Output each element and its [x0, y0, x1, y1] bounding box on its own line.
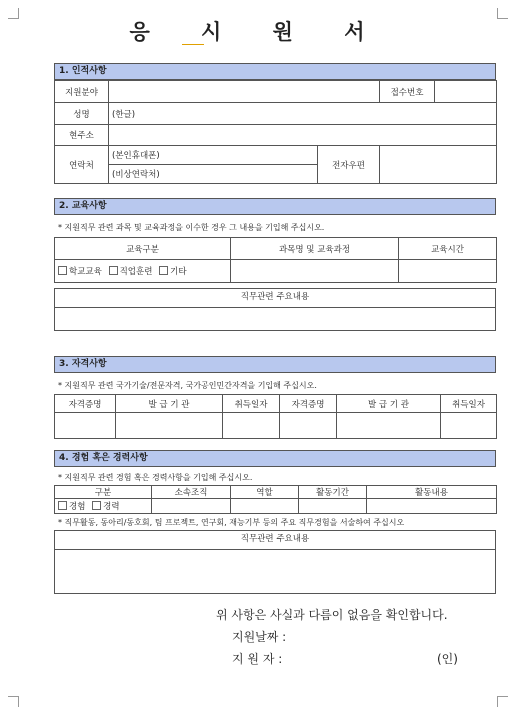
- col-role: 역할: [231, 486, 299, 499]
- option-other-label: 기타: [170, 267, 187, 277]
- education-details-box: [54, 288, 496, 331]
- experience-table: [54, 485, 497, 514]
- contact-label: 연락처: [55, 146, 109, 184]
- section-header-certificates: 3. 자격사항: [54, 356, 496, 373]
- option-career-label: 경력: [103, 502, 120, 512]
- experience-note: * 지원직무 관련 경험 혹은 경력사항을 기입해 주십시오.: [58, 473, 253, 482]
- checkbox-experience[interactable]: [58, 501, 67, 510]
- application-date-label: 지원날짜 :: [232, 630, 287, 644]
- col-cert-name-1: 자격증명: [55, 395, 116, 413]
- page-title: 응 시 원 서: [129, 19, 387, 44]
- issuer-1-input[interactable]: [116, 413, 223, 439]
- phone-emergency-input[interactable]: (비상연락처): [109, 165, 318, 184]
- checkbox-school[interactable]: [58, 266, 67, 275]
- date-2-input[interactable]: [441, 413, 497, 439]
- address-input[interactable]: [109, 125, 497, 146]
- experience-details-box: [54, 530, 496, 594]
- experience-details-input[interactable]: [55, 550, 495, 595]
- experience-details-header: 직무관련 주요내용: [55, 531, 495, 550]
- name-label: 성명: [55, 103, 109, 125]
- col-course: 과목명 및 교육과정: [231, 238, 399, 260]
- organization-input[interactable]: [152, 499, 231, 514]
- section-header-experience: 4. 경험 혹은 경력사항: [54, 450, 496, 467]
- email-label: 전자우편: [318, 146, 380, 184]
- date-1-input[interactable]: [223, 413, 280, 439]
- checkbox-vocational[interactable]: [109, 266, 118, 275]
- address-label: 현주소: [55, 125, 109, 146]
- title-underline-mark: [182, 44, 204, 45]
- cert-name-1-input[interactable]: [55, 413, 116, 439]
- col-date-2: 취득일자: [441, 395, 497, 413]
- email-input[interactable]: [380, 146, 497, 184]
- receipt-input[interactable]: [435, 81, 497, 103]
- checkbox-career[interactable]: [92, 501, 101, 510]
- col-cert-name-2: 자격증명: [280, 395, 337, 413]
- col-organization: 소속조직: [152, 486, 231, 499]
- period-input[interactable]: [299, 499, 367, 514]
- education-details-header: 직무관련 주요내용: [55, 289, 495, 308]
- confirmation-statement: 위 사항은 사실과 다름이 없음을 확인합니다.: [216, 608, 448, 622]
- checkbox-other[interactable]: [159, 266, 168, 275]
- applicant-label: 지 원 자 :: [232, 652, 283, 666]
- education-table: [54, 237, 497, 283]
- personal-info-table: [54, 80, 497, 184]
- section-header-personal: 1. 인적사항: [54, 63, 496, 80]
- experience-note-2: * 직무활동, 동아리/동호회, 팀 프로젝트, 연구회, 재능기부 등의 주요 직무경험을 서술하여 주십시오: [58, 518, 405, 527]
- col-content: 활동내용: [367, 486, 497, 499]
- option-experience-label: 경험: [69, 502, 86, 512]
- education-note: * 지원직무 관련 과목 및 교육과정을 이수한 경우 그 내용을 기입해 주십시오.: [58, 223, 325, 232]
- phone-main-input[interactable]: (본인휴대폰): [109, 146, 318, 165]
- certificates-table: [54, 394, 497, 439]
- col-period: 활동기간: [299, 486, 367, 499]
- col-hours: 교육시간: [399, 238, 497, 260]
- field-input[interactable]: [109, 81, 380, 103]
- corner-mark-bottom-left: [8, 696, 19, 707]
- division-options: [55, 499, 152, 514]
- option-school-label: 학교교육: [69, 267, 102, 277]
- seal-mark: (인): [437, 652, 458, 666]
- name-input[interactable]: (한글): [109, 103, 497, 125]
- col-division: 구분: [55, 486, 152, 499]
- option-vocational-label: 직업훈련: [119, 267, 153, 277]
- content-input[interactable]: [367, 499, 497, 514]
- cert-name-2-input[interactable]: [280, 413, 337, 439]
- col-issuer-1: 발 급 기 관: [116, 395, 223, 413]
- section-header-education: 2. 교육사항: [54, 198, 496, 215]
- col-issuer-2: 발 급 기 관: [337, 395, 441, 413]
- hours-input[interactable]: [399, 260, 497, 283]
- field-label: 지원분야: [55, 81, 109, 103]
- col-education-type: 교육구분: [55, 238, 231, 260]
- certificates-note: * 지원직무 관련 국가기술/전문자격, 국가공인민간자격을 기입해 주십시오.: [58, 381, 317, 390]
- course-input[interactable]: [231, 260, 399, 283]
- col-date-1: 취득일자: [223, 395, 280, 413]
- receipt-label: 접수번호: [380, 81, 435, 103]
- education-details-input[interactable]: [55, 308, 495, 332]
- corner-mark-bottom-right: [497, 696, 508, 707]
- education-type-options: [55, 260, 231, 283]
- role-input[interactable]: [231, 499, 299, 514]
- issuer-2-input[interactable]: [337, 413, 441, 439]
